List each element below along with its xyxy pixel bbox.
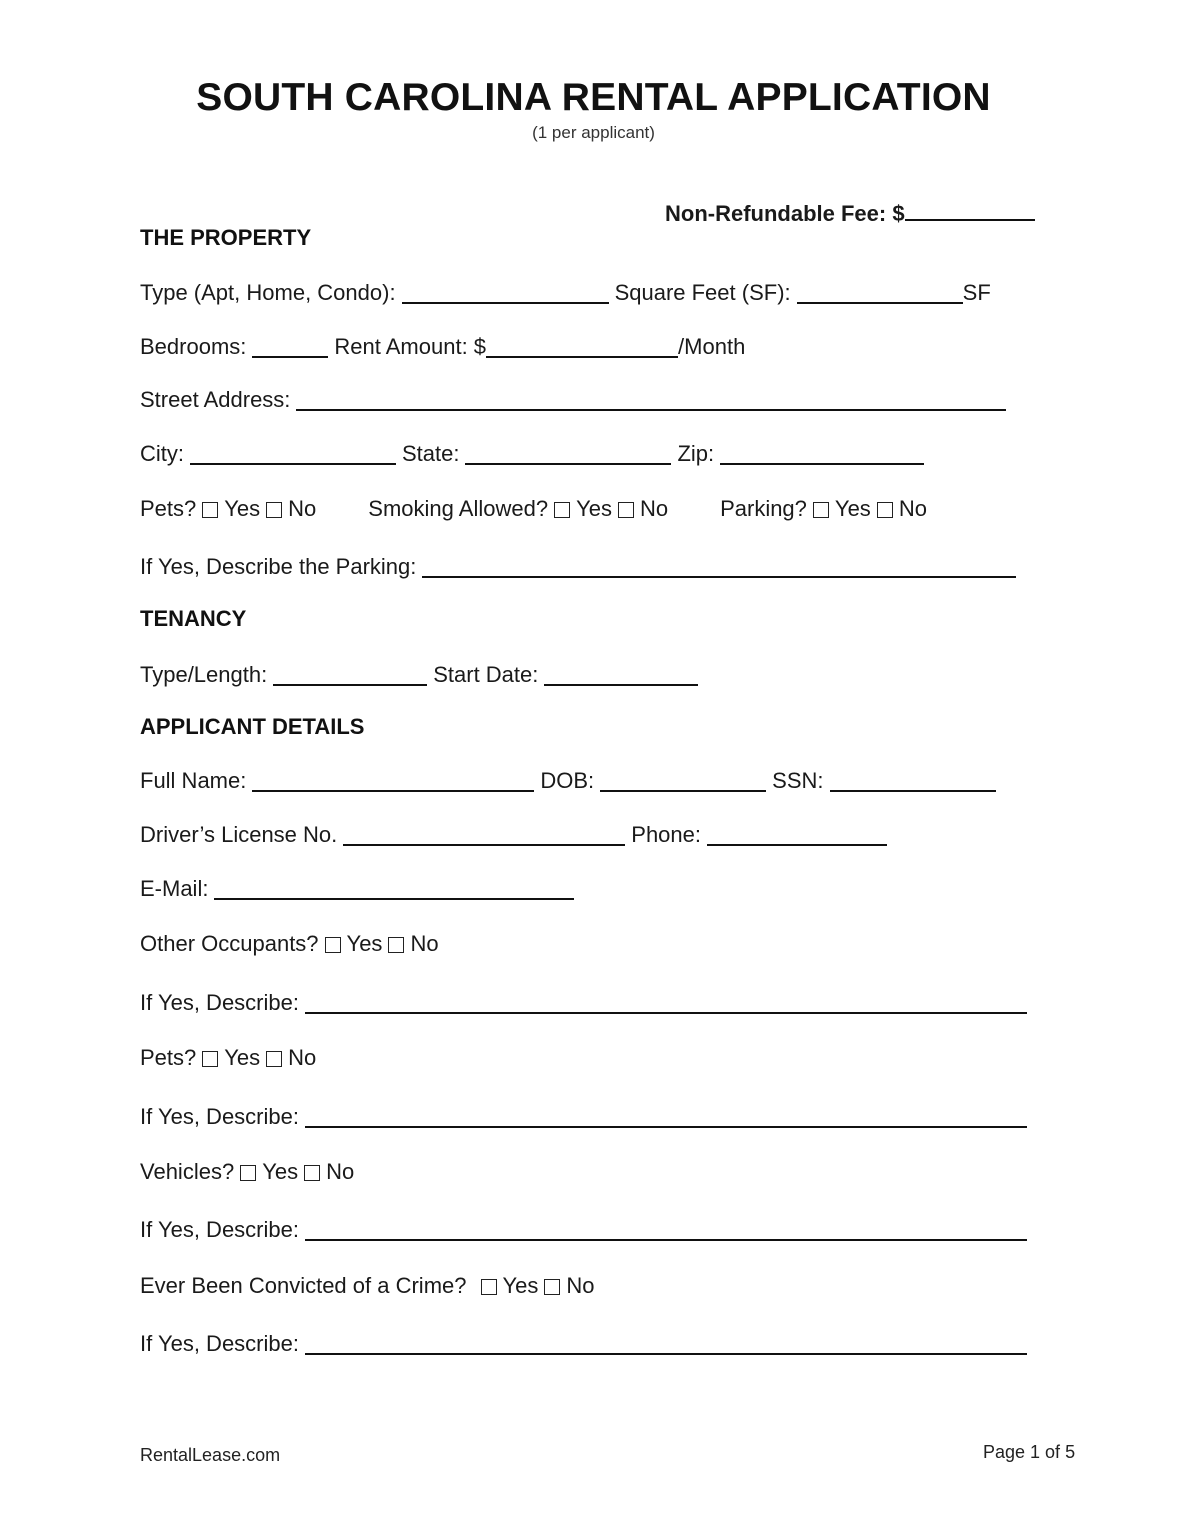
start-date-field[interactable]	[544, 662, 698, 686]
pets-describe-label: If Yes, Describe:	[140, 1104, 299, 1129]
vehicles-row	[140, 1155, 354, 1185]
email-field[interactable]	[214, 876, 574, 900]
property-options-row	[140, 492, 927, 522]
smoking-no-label: No	[639, 496, 669, 521]
full-name-label: Full Name:	[140, 768, 247, 793]
ssn-label: SSN:	[772, 768, 824, 793]
type-length-label: Type/Length:	[140, 662, 268, 687]
start-date-label: Start Date:	[433, 662, 539, 687]
applicant-pets-label: Pets?	[140, 1045, 197, 1070]
zip-label: Zip:	[677, 441, 715, 466]
license-label: Driver’s License No.	[140, 822, 338, 847]
name-row	[140, 764, 1002, 794]
sqft-label: Square Feet (SF):	[614, 280, 791, 305]
license-row	[140, 818, 893, 848]
city-label: City:	[140, 441, 184, 466]
rent-label: Rent Amount: $	[334, 334, 487, 359]
type-label: Type (Apt, Home, Condo):	[140, 280, 396, 305]
fee-row	[665, 197, 1035, 227]
pets-describe-row	[140, 1100, 1033, 1130]
occupants-describe-field[interactable]	[305, 990, 1027, 1014]
parking-no-label: No	[898, 496, 927, 521]
sqft-field[interactable]	[797, 280, 963, 304]
applicant-pets-no-label: No	[288, 1045, 317, 1070]
vehicles-describe-field[interactable]	[305, 1217, 1027, 1241]
document-subtitle: (1 per applicant)	[532, 123, 655, 142]
vehicles-label: Vehicles?	[140, 1159, 235, 1184]
street-row	[140, 383, 1012, 413]
occupants-yes-checkbox[interactable]	[325, 937, 341, 953]
rent-suffix: /Month	[678, 334, 746, 359]
pets-yes-checkbox[interactable]	[202, 502, 218, 518]
occupants-label: Other Occupants?	[140, 931, 319, 956]
smoking-no-checkbox[interactable]	[618, 502, 634, 518]
crime-row	[140, 1269, 595, 1299]
dob-field[interactable]	[600, 768, 766, 792]
phone-label: Phone:	[631, 822, 701, 847]
parking-describe-row	[140, 550, 1022, 580]
type-length-field[interactable]	[273, 662, 427, 686]
vehicles-describe-label: If Yes, Describe:	[140, 1217, 299, 1242]
crime-no-checkbox[interactable]	[544, 1279, 560, 1295]
tenancy-row	[140, 658, 704, 688]
pets-describe-field[interactable]	[305, 1104, 1027, 1128]
smoking-yes-label: Yes	[576, 496, 612, 521]
parking-yes-checkbox[interactable]	[813, 502, 829, 518]
pets-yes-label: Yes	[224, 496, 261, 521]
full-name-field[interactable]	[252, 768, 534, 792]
smoking-yes-checkbox[interactable]	[554, 502, 570, 518]
bedrooms-row	[140, 330, 745, 360]
fee-field[interactable]	[905, 197, 1035, 221]
parking-label: Parking?	[720, 496, 807, 521]
occupants-describe-label: If Yes, Describe:	[140, 990, 299, 1015]
rent-field[interactable]	[486, 334, 678, 358]
occupants-describe-row	[140, 986, 1033, 1016]
email-row	[140, 872, 580, 902]
smoking-label: Smoking Allowed?	[368, 496, 549, 521]
vehicles-no-label: No	[326, 1159, 355, 1184]
vehicles-no-checkbox[interactable]	[304, 1165, 320, 1181]
pets-no-checkbox[interactable]	[266, 502, 282, 518]
vehicles-describe-row	[140, 1213, 1033, 1243]
sqft-suffix: SF	[962, 280, 991, 305]
city-field[interactable]	[190, 441, 396, 465]
license-field[interactable]	[343, 822, 625, 846]
crime-no-label: No	[566, 1273, 595, 1298]
crime-describe-label: If Yes, Describe:	[140, 1331, 299, 1356]
type-field[interactable]	[402, 280, 609, 304]
vehicles-yes-checkbox[interactable]	[240, 1165, 256, 1181]
document-title: SOUTH CAROLINA RENTAL APPLICATION	[196, 76, 991, 119]
zip-field[interactable]	[720, 441, 924, 465]
city-row	[140, 437, 930, 467]
bedrooms-label: Bedrooms:	[140, 334, 247, 359]
state-field[interactable]	[465, 441, 671, 465]
crime-describe-row	[140, 1327, 1033, 1357]
parking-describe-label: If Yes, Describe the Parking:	[140, 554, 417, 579]
section-tenancy: TENANCY	[140, 606, 247, 631]
applicant-pets-yes-checkbox[interactable]	[202, 1051, 218, 1067]
crime-yes-checkbox[interactable]	[481, 1279, 497, 1295]
property-type-row	[140, 276, 991, 306]
pets-no-label: No	[288, 496, 317, 521]
phone-field[interactable]	[707, 822, 887, 846]
fee-label: Non-Refundable Fee: $	[665, 201, 905, 226]
street-field[interactable]	[296, 387, 1006, 411]
applicant-pets-row	[140, 1041, 316, 1071]
parking-describe-field[interactable]	[422, 554, 1016, 578]
occupants-no-label: No	[410, 931, 439, 956]
email-label: E-Mail:	[140, 876, 209, 901]
pets-label: Pets?	[140, 496, 197, 521]
footer-site: RentalLease.com	[140, 1445, 281, 1465]
crime-label: Ever Been Convicted of a Crime?	[140, 1273, 467, 1298]
state-label: State:	[402, 441, 460, 466]
footer-page-number: Page 1 of 5	[983, 1442, 1076, 1462]
applicant-pets-yes-label: Yes	[224, 1045, 261, 1070]
section-applicant: APPLICANT DETAILS	[140, 714, 365, 739]
dob-label: DOB:	[540, 768, 595, 793]
occupants-row	[140, 927, 439, 957]
ssn-field[interactable]	[830, 768, 996, 792]
occupants-no-checkbox[interactable]	[388, 937, 404, 953]
applicant-pets-no-checkbox[interactable]	[266, 1051, 282, 1067]
crime-yes-label: Yes	[502, 1273, 539, 1298]
vehicles-yes-label: Yes	[262, 1159, 299, 1184]
occupants-yes-label: Yes	[346, 931, 383, 956]
section-property: THE PROPERTY	[140, 225, 312, 250]
parking-no-checkbox[interactable]	[877, 502, 893, 518]
parking-yes-label: Yes	[834, 496, 871, 521]
street-label: Street Address:	[140, 387, 291, 412]
crime-describe-field[interactable]	[305, 1331, 1027, 1355]
bedrooms-field[interactable]	[252, 334, 328, 358]
